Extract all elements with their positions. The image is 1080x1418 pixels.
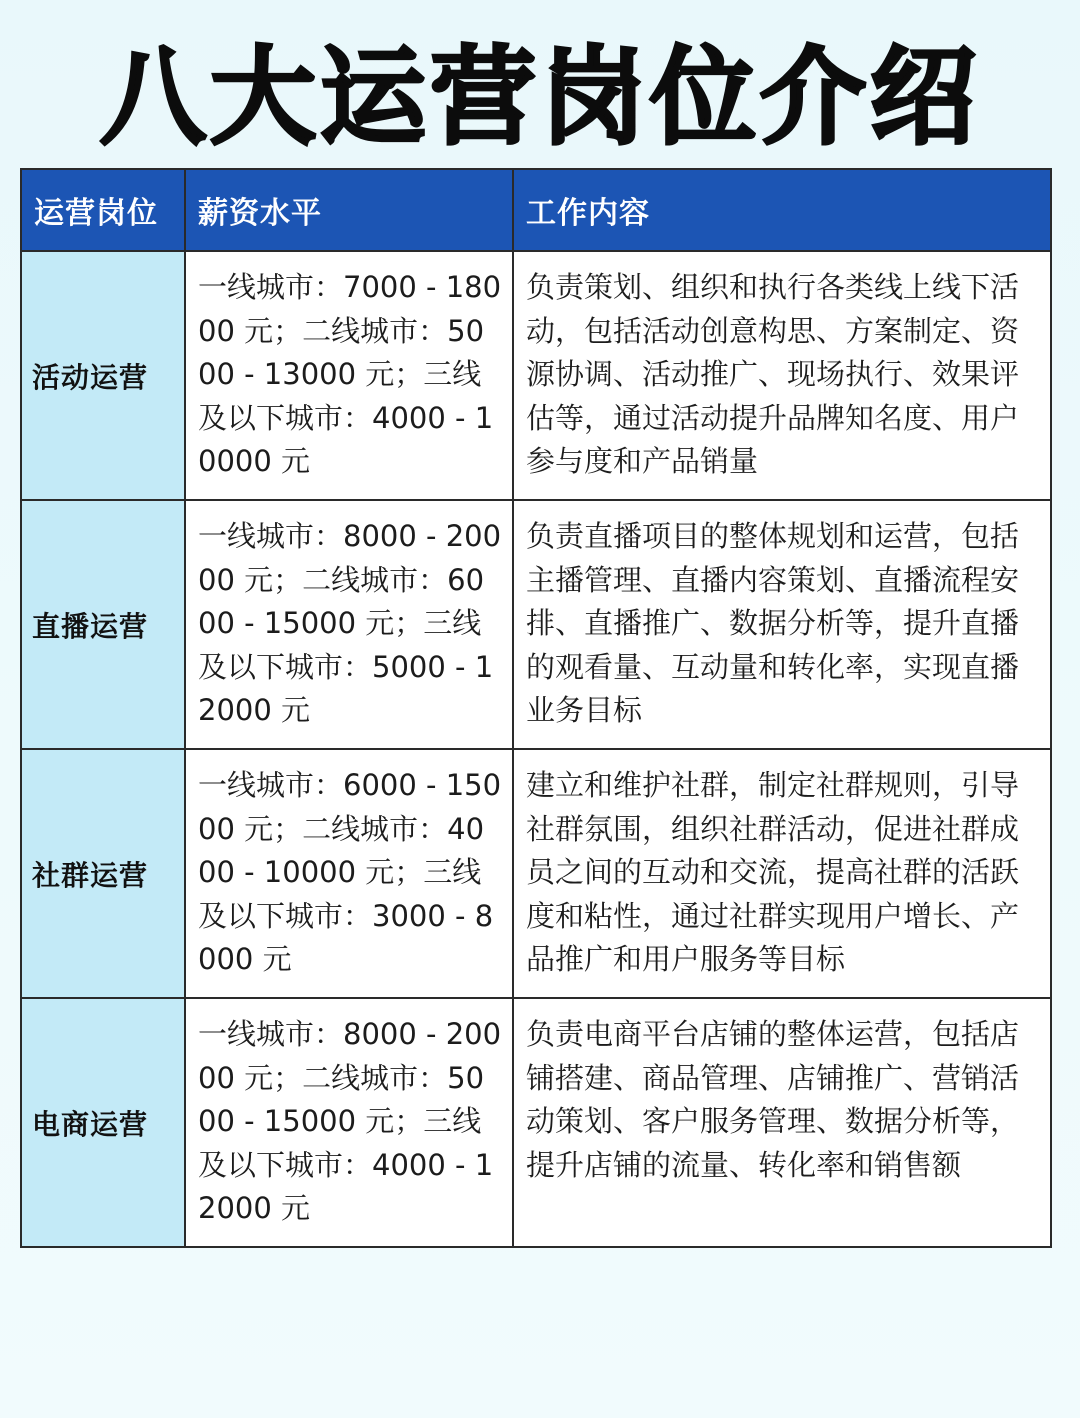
role-cell: 社群运营 xyxy=(21,749,185,998)
table-row xyxy=(21,251,1051,500)
role-cell: 直播运营 xyxy=(21,500,185,749)
page-title: 八大运营岗位介绍 xyxy=(100,36,980,159)
duty-cell: 负责策划、组织和执行各类线上线下活动，包括活动创意构思、方案制定、资源协调、活动推广、现场执行、效果评估等，通过活动提升品牌知名度、用户参与度和产品销量 xyxy=(513,251,1051,500)
table-row xyxy=(21,998,1051,1247)
duty-cell: 建立和维护社群，制定社群规则，引导社群氛围，组织社群活动，促进社群成员之间的互动和交流，提高社群的活跃度和粘性，通过社群实现用户增长、产品推广和用户服务等目标 xyxy=(513,749,1051,998)
table-row xyxy=(21,749,1051,998)
salary-cell: 一线城市：8000 - 20000 元；二线城市：5000 - 15000 元；三线及以下城市：4000 - 12000 元 xyxy=(185,998,513,1247)
salary-cell: 一线城市：7000 - 18000 元；二线城市：5000 - 13000 元；三线及以下城市：4000 - 10000 元 xyxy=(185,251,513,500)
table-row xyxy=(21,500,1051,749)
duty-cell: 负责电商平台店铺的整体运营，包括店铺搭建、商品管理、店铺推广、营销活动策划、客户服务管理、数据分析等，提升店铺的流量、转化率和销售额 xyxy=(513,998,1051,1247)
salary-cell: 一线城市：6000 - 15000 元；二线城市：4000 - 10000 元；三线及以下城市：3000 - 8000 元 xyxy=(185,749,513,998)
header-salary: 薪资水平 xyxy=(185,169,513,251)
role-cell: 活动运营 xyxy=(21,251,185,500)
header-duty: 工作内容 xyxy=(513,169,1051,251)
salary-cell: 一线城市：8000 - 20000 元；二线城市：6000 - 15000 元；三线及以下城市：5000 - 12000 元 xyxy=(185,500,513,749)
table-body xyxy=(21,251,1051,1247)
operations-roles-table xyxy=(20,168,1052,1248)
table-header-row xyxy=(21,169,1051,251)
table-header xyxy=(21,169,1051,251)
role-cell: 电商运营 xyxy=(21,998,185,1247)
duty-cell: 负责直播项目的整体规划和运营，包括主播管理、直播内容策划、直播流程安排、直播推广、数据分析等，提升直播的观看量、互动量和转化率，实现直播业务目标 xyxy=(513,500,1051,749)
header-role: 运营岗位 xyxy=(21,169,185,251)
